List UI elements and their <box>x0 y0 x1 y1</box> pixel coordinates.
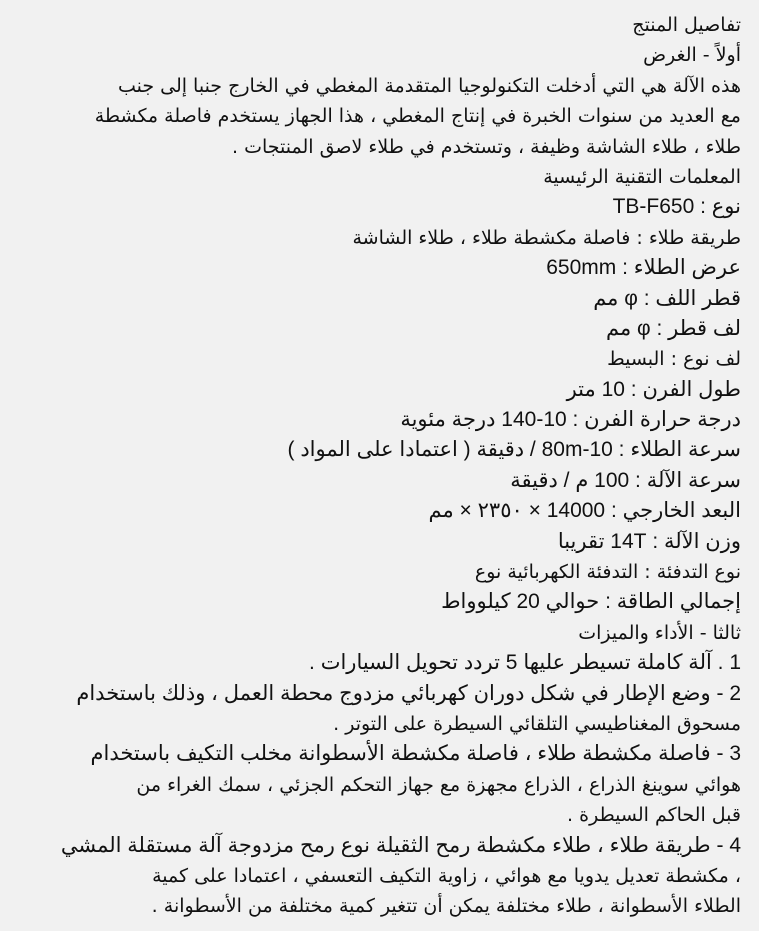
feature-3-line-3: قبل الحاكم السيطرة . <box>567 804 741 827</box>
spec-machine-speed: سرعة الآلة : 100 م / دقيقة <box>510 468 741 492</box>
spec-roll-diameter: قطر اللف : φ مم <box>593 286 741 310</box>
spec-heating-type: نوع التدفئة : التدفئة الكهربائية نوع <box>474 561 741 584</box>
feature-4-line-2: ، مكشطة تعديل يدويا مع هوائي ، زاوية التكيف التعسفي ، اعتمادا على كمية <box>152 864 741 887</box>
spec-coating-method: طريقة طلاء : فاصلة مكشطة طلاء ، طلاء الشاشة <box>352 226 741 249</box>
feature-4-line-3: الطلاء الأسطوانة ، طلاء مختلفة يمكن أن تتغير كمية مختلفة من الأسطوانة . <box>151 895 741 918</box>
heading-main-parameters: المعلمات التقنية الرئيسية <box>543 165 741 188</box>
spec-machine-weight: وزن الآلة : 14T تقريبا <box>557 529 741 553</box>
purpose-paragraph-line-2: مع العديد من سنوات الخبرة في إنتاج المغطي ، هذا الجهاز يستخدم فاصلة مكشطة <box>94 105 741 128</box>
heading-product-details: تفاصيل المنتج <box>632 14 741 36</box>
heading-purpose: أولاً - الغرض <box>643 44 741 67</box>
feature-2-line-2: مسحوق المغناطيسي التلقائي السيطرة على التوتر . <box>333 712 741 735</box>
feature-3-line-2: هوائي سوينغ الذراع ، الذراع مجهزة مع جهاز التحكم الجزئي ، سمك الغراء من <box>136 773 741 796</box>
spec-roll-diameter-2: لف قطر : φ مم <box>605 316 741 340</box>
spec-outer-dimensions: البعد الخارجي : 14000 × ٢٣٥٠ × مم <box>428 499 741 523</box>
spec-type: نوع : TB-F650 <box>612 195 741 219</box>
spec-oven-length: طول الفرن : 10 متر <box>566 377 741 401</box>
purpose-paragraph-line-3: طلاء ، طلاء الشاشة وظيفة ، وتستخدم في طلاء لاصق المنتجات . <box>231 135 741 158</box>
spec-oven-temperature: درجة حرارة الفرن : 10-140 درجة مئوية <box>400 408 741 432</box>
feature-2-line-1: 2 - وضع الإطار في شكل دوران كهربائي مزدوج محطة العمل ، وذلك باستخدام <box>76 681 741 705</box>
purpose-paragraph-line-1: هذه الآلة هي التي أدخلت التكنولوجيا المتقدمة المغطي في الخارج جنبا إلى جنب <box>117 74 741 97</box>
feature-1-line-1: 1 . آلة كاملة تسيطر عليها 5 تردد تحويل السيارات . <box>309 651 741 675</box>
feature-4-line-1: 4 - طريقة طلاء ، طلاء مكشطة رمح الثقيلة نوع رمح مزدوجة آلة مستقلة المشي <box>60 833 741 857</box>
heading-performance-features: ثالثا - الأداء والميزات <box>578 621 741 644</box>
spec-roll-type: لف نوع : البسيط <box>607 348 741 371</box>
spec-coating-width: عرض الطلاء : 650mm <box>546 256 741 280</box>
spec-coating-speed: سرعة الطلاء : 10-80m / دقيقة ( اعتمادا على المواد ) <box>287 438 741 462</box>
spec-total-power: إجمالي الطاقة : حوالي 20 كيلوواط <box>441 590 741 614</box>
feature-3-line-1: 3 - فاصلة مكشطة طلاء ، فاصلة مكشطة الأسطوانة مخلب التكيف باستخدام <box>90 742 741 766</box>
